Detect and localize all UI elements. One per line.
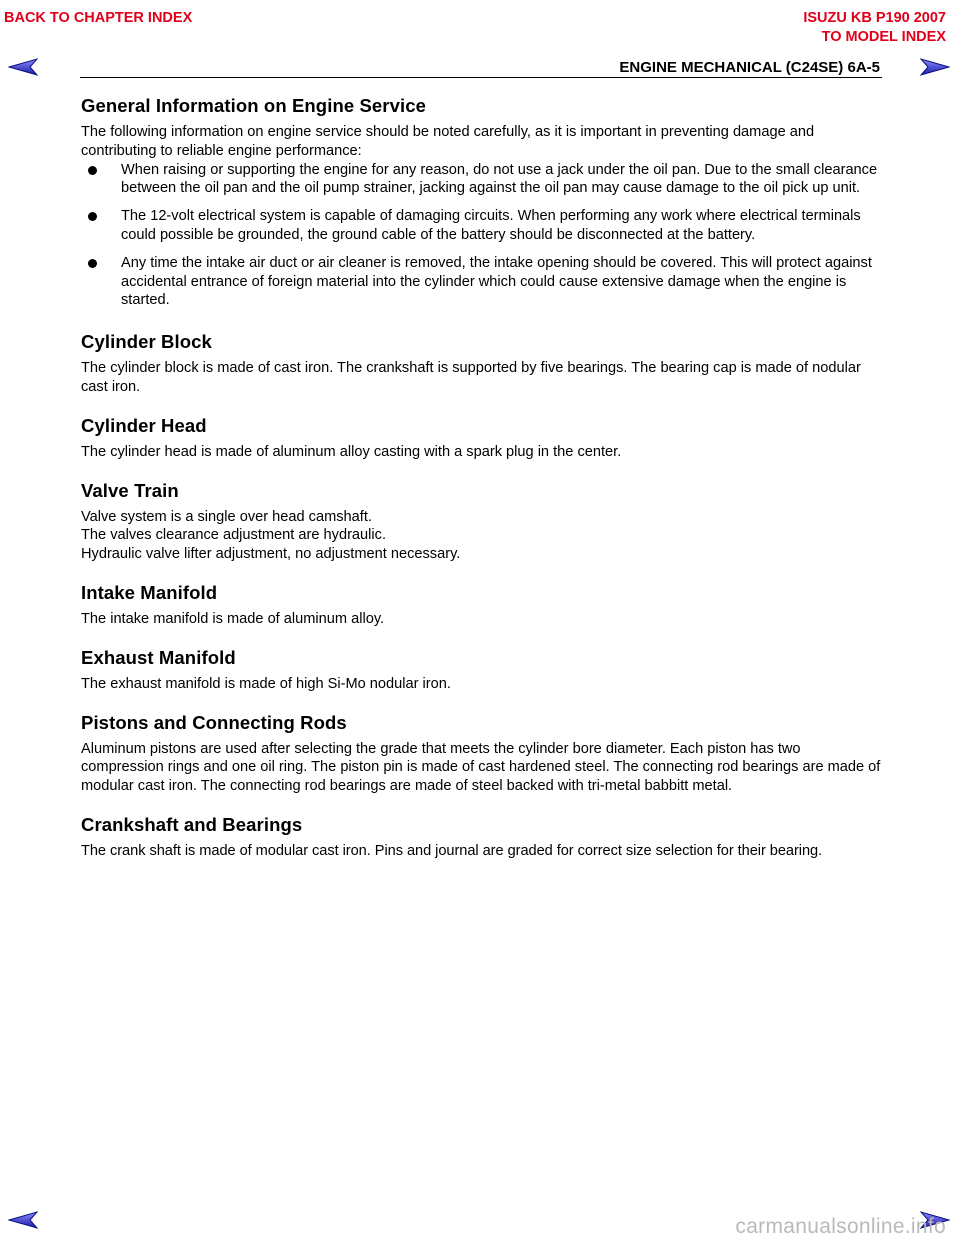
section-cylinder-head (81, 414, 886, 462)
prev-page-arrow-icon[interactable] (8, 58, 38, 76)
document-body (81, 94, 886, 873)
section-body: The exhaust manifold is made of high Si-Mo nodular iron. (81, 675, 451, 692)
bullet-icon (88, 259, 97, 268)
section-line: Hydraulic valve lifter adjustment, no adjustment necessary. (81, 546, 461, 563)
section-line: Valve system is a single over head camshaft. (81, 508, 372, 525)
section-pistons-connecting-rods (81, 711, 886, 796)
header-divider (80, 77, 882, 78)
section-cylinder-block (81, 330, 886, 397)
section-intake-manifold (81, 581, 886, 629)
list-item (81, 207, 886, 245)
model-title-link[interactable]: ISUZU KB P190 2007 (803, 10, 946, 26)
section-heading: Valve Train (81, 479, 179, 501)
section-heading: Crankshaft and Bearings (81, 813, 303, 835)
section-body: The following information on engine service should be noted carefully, as it is important in preventing damage and contributing to reliable engine performance: (81, 124, 815, 159)
watermark: carmanualsonline.info (735, 1215, 946, 1238)
section-general-information (81, 94, 886, 310)
to-model-index-link[interactable]: TO MODEL INDEX (821, 29, 946, 45)
bullet-list (81, 161, 886, 311)
list-item (81, 254, 886, 310)
section-body: The crank shaft is made of modular cast iron. Pins and journal are graded for correct size selection for their bearing. (81, 842, 823, 859)
section-heading: General Information on Engine Service (81, 95, 427, 116)
bullet-icon (88, 166, 97, 175)
section-heading: Cylinder Head (81, 414, 207, 436)
prev-page-arrow-icon[interactable] (8, 1211, 38, 1229)
next-page-arrow-icon[interactable] (920, 58, 950, 76)
section-line: The valves clearance adjustment are hydraulic. (81, 527, 387, 544)
section-crankshaft-bearings (81, 813, 886, 861)
section-valve-train (81, 479, 886, 564)
page-header-title: ENGINE MECHANICAL (C24SE) 6A-5 (619, 59, 880, 76)
section-heading: Intake Manifold (81, 581, 218, 603)
bullet-text: The 12-volt electrical system is capable of damaging circuits. When performing any work where electrical terminals could possible be grounded, the ground cable of the battery should be disconnected at the battery. (121, 208, 861, 243)
section-body: The cylinder block is made of cast iron. The crankshaft is supported by five bearings. The bearing cap is made of nodular cast iron. (81, 360, 861, 395)
bullet-text: Any time the intake air duct or air cleaner is removed, the intake opening should be covered. This will protect against accidental entrance of foreign material into the cylinder which could cause extensive damage when the engine is started. (121, 254, 872, 309)
section-heading: Cylinder Block (81, 331, 212, 353)
section-heading: Exhaust Manifold (81, 646, 236, 668)
bullet-icon (88, 212, 97, 221)
list-item (81, 161, 886, 199)
section-heading: Pistons and Connecting Rods (81, 711, 347, 733)
back-to-chapter-index-link[interactable]: BACK TO CHAPTER INDEX (4, 10, 193, 26)
section-body: The cylinder head is made of aluminum alloy casting with a spark plug in the center. (81, 443, 622, 460)
section-exhaust-manifold (81, 646, 886, 694)
bullet-text: When raising or supporting the engine for any reason, do not use a jack under the oil pan. Due to the small clearance between the oil pan and the oil pump strainer, jacking against the oil pan may cause damage to the oil pick up unit. (121, 161, 878, 197)
section-body: Aluminum pistons are used after selecting the grade that meets the cylinder bore diameter. Each piston has two compression rings and one oil ring. The piston pin is made of cast hardened steel. The connecting rod bearings are made of modular cast iron. The connecting rod bearings are made of steel backed with tri-metal babbitt metal. (81, 740, 881, 795)
section-body: The intake manifold is made of aluminum alloy. (81, 610, 385, 627)
